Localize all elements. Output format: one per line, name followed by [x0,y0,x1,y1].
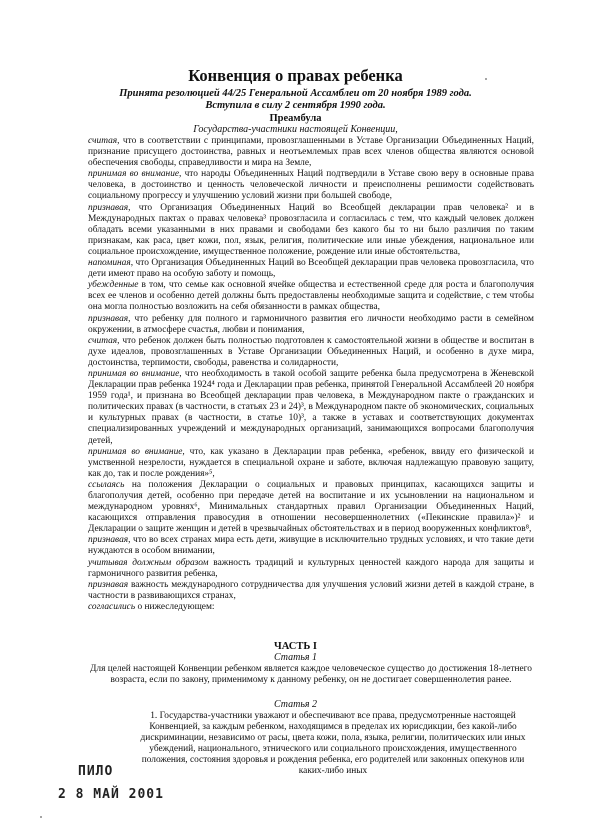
preamble-paragraph [88,280,534,313]
paragraph-lead: принимая во внимание [88,368,180,379]
paragraph-text: , что во всех странах мира есть дети, живущие в исключительно трудных условиях, и что такие дети нуждаются в особом внимании, [88,535,534,557]
preamble-paragraph [88,447,534,480]
paragraph-lead: считая [88,136,118,146]
paragraph-lead: ссылаясь [88,479,125,490]
paragraph-lead: признавая [88,579,129,590]
paragraph-lead: напоминая [88,258,131,269]
paragraph-lead: учитывая должным образом [88,557,209,568]
paragraph-text: о нижеследующем: [135,601,215,612]
preamble-paragraph [88,136,534,169]
paragraph-text: в том, что семье как основной ячейке общества и естественной среде для роста и благополучия всех ее членов и особенно детей должны быть предоставлены необходимые защита и содействие, с тем чтобы она могла полностью возложить на себя обязанности в рамках общества, [88,280,534,313]
document-title: Конвенция о правах ребенка [188,66,403,85]
preamble-paragraph [88,558,534,580]
paragraph-lead: считая [88,335,118,346]
stamp-label: ПИЛО [78,764,114,779]
article-2-text: 1. Государства-участники уважают и обеспечивают все права, предусмотренные настоящей Конвенцией, за каждым ребенком, находящимся в пределах их юрисдикции, без какой-либо дискриминации, независимо от расы, цвета кожи, пола, языка, религии, политических или иных убеждений, национального, этнического или социального происхождения, имущественного положения, состояния здоровья и рождения ребенка, его родителей или законных опекунов или каких-либо иных [140,711,526,777]
paragraph-lead: принимая во внимание [88,169,180,180]
paragraph-text: , что необходимость в такой особой защите ребенка была предусмотрена в Женевской Декларации прав ребенка 1924⁴ года и Декларации прав ребенка, принятой Генеральной Ассамблеей 20 ноября 1959 года¹, и признана во Всеобщей декларации прав человека, в Международном пакте о гражданских и политических правах (в частности, в статьях 23 и 24)³, в Международном пакте об экономических, социальных и культурных правах (в частности, в статье 10)³, а также в уставах и соответствующих документах специализированных учреждений и международных организаций, занимающихся вопросами благополучия детей, [88,368,535,446]
article-1-label: Статья 1 [273,652,318,663]
preamble-body [88,136,534,613]
paragraph-lead: признавая [88,202,129,213]
preamble-paragraph [88,535,534,557]
paragraph-text: , что в соответствии с принципами, провозглашенными в Уставе Организации Объединенных Наций, признание присущего достоинства, равных и неотъемлемых прав всех членов общества являются основой обеспечения свободы, справедливости и мира на Земле, [88,136,534,169]
preamble-paragraph [88,203,534,258]
paragraph-text: важность международного сотрудничества для улучшения условий жизни детей в каждой стране, в частности в развивающихся странах, [88,579,534,601]
paragraph-lead: убежденные [88,280,139,291]
paragraph-text: важность традиций и культурных ценностей каждого народа для защиты и гармоничного развития ребенка, [88,557,534,579]
scan-speck [40,816,42,818]
preamble-paragraph [88,580,534,602]
preamble-paragraph [88,336,534,369]
paragraph-text: , что народы Объединенных Наций подтвердили в Уставе свою веру в основные права человека, в достоинство и ценность человеческой личности и преисполнены решимости содействовать социальному прогрессу и улучшению условий жизни при большей свободе, [88,169,535,202]
adoption-note: Принята резолюцией 44/25 Генеральной Ассамблеи от 20 ноября 1989 года. [119,88,472,99]
preamble-paragraph [88,258,534,280]
preamble-paragraph [88,369,534,447]
paragraph-text: , что ребенок должен быть полностью подготовлен к самостоятельной жизни в обществе и воспитан в духе идеалов, провозглашенных в Уставе Организации Объединенных Наций, и особенно в духе мира, достоинства, терпимости, свободы, равенства и солидарности, [88,335,534,368]
preamble-intro: Государства-участники настоящей Конвенции, [193,124,398,135]
preamble-paragraph [88,314,534,336]
article-2-label: Статья 2 [273,699,318,710]
article-1-text: Для целей настоящей Конвенции ребенком является каждое человеческое существо до достижения 18-летнего возраста, если по закону, применимому к данному ребенку, он не достигает совершеннолетия ранее. [90,664,532,686]
paragraph-text: , что Организация Объединенных Наций во Всеобщей декларации прав человека провозгласила, что дети имеют право на особую заботу и помощь, [88,258,534,280]
preamble-heading: Преамбула [269,113,322,124]
entry-into-force-note: Вступила в силу 2 сентября 1990 года. [205,100,386,111]
paragraph-lead: признавая [88,535,129,546]
paragraph-text: на положения Декларации о социальных и правовых принципах, касающихся защиты и благополучия детей, особенно при передаче детей на воспитание и их усыновлении на национальном и международном уровнях⁶, Минимальных стандартных правил Организации Объединенных Наций, касающихся отправления правосудия в отношении несовершеннолетних («Пекинские правила»)² и Декларации о защите женщин и детей в чрезвычайных обстоятельствах и в период вооруженных конфликтов⁸, [88,479,534,535]
paragraph-lead: признавая [88,313,129,324]
preamble-paragraph [88,169,534,202]
preamble-paragraph [88,480,534,535]
preamble-paragraph [88,602,534,613]
paragraph-text: , что, как указано в Декларации прав ребенка, «ребенок, ввиду его физической и умственной незрелости, нуждается в специальной охране и заботе, включая надлежащую правовую защиту, как до, так и после рождения»⁵, [88,446,534,479]
paragraph-text: , что ребенку для полного и гармоничного развития его личности необходимо расти в семейном окружении, в атмосфере счастья, любви и понимания, [88,313,534,335]
paragraph-lead: согласились [88,601,136,612]
part-heading: ЧАСТЬ I [273,641,317,652]
stamp-date: 2 8 МАЙ 2001 [58,787,164,802]
paragraph-lead: принимая во внимание [88,446,183,457]
scan-speck [485,78,487,80]
paragraph-text: , что Организация Объединенных Наций во Всеобщей декларации прав человека² и в Международных пактах о правах человека³ провозгласила и согласилась с тем, что каждый человек должен обладать всеми указанными в них правами и свободами без какого бы то ни было различия по таким признакам, как раса, цвет кожи, пол, язык, религия, политические или иные убеждения, национальное или социальное происхождение, имущественное положение, рождение или иные обстоятельства, [88,202,534,257]
